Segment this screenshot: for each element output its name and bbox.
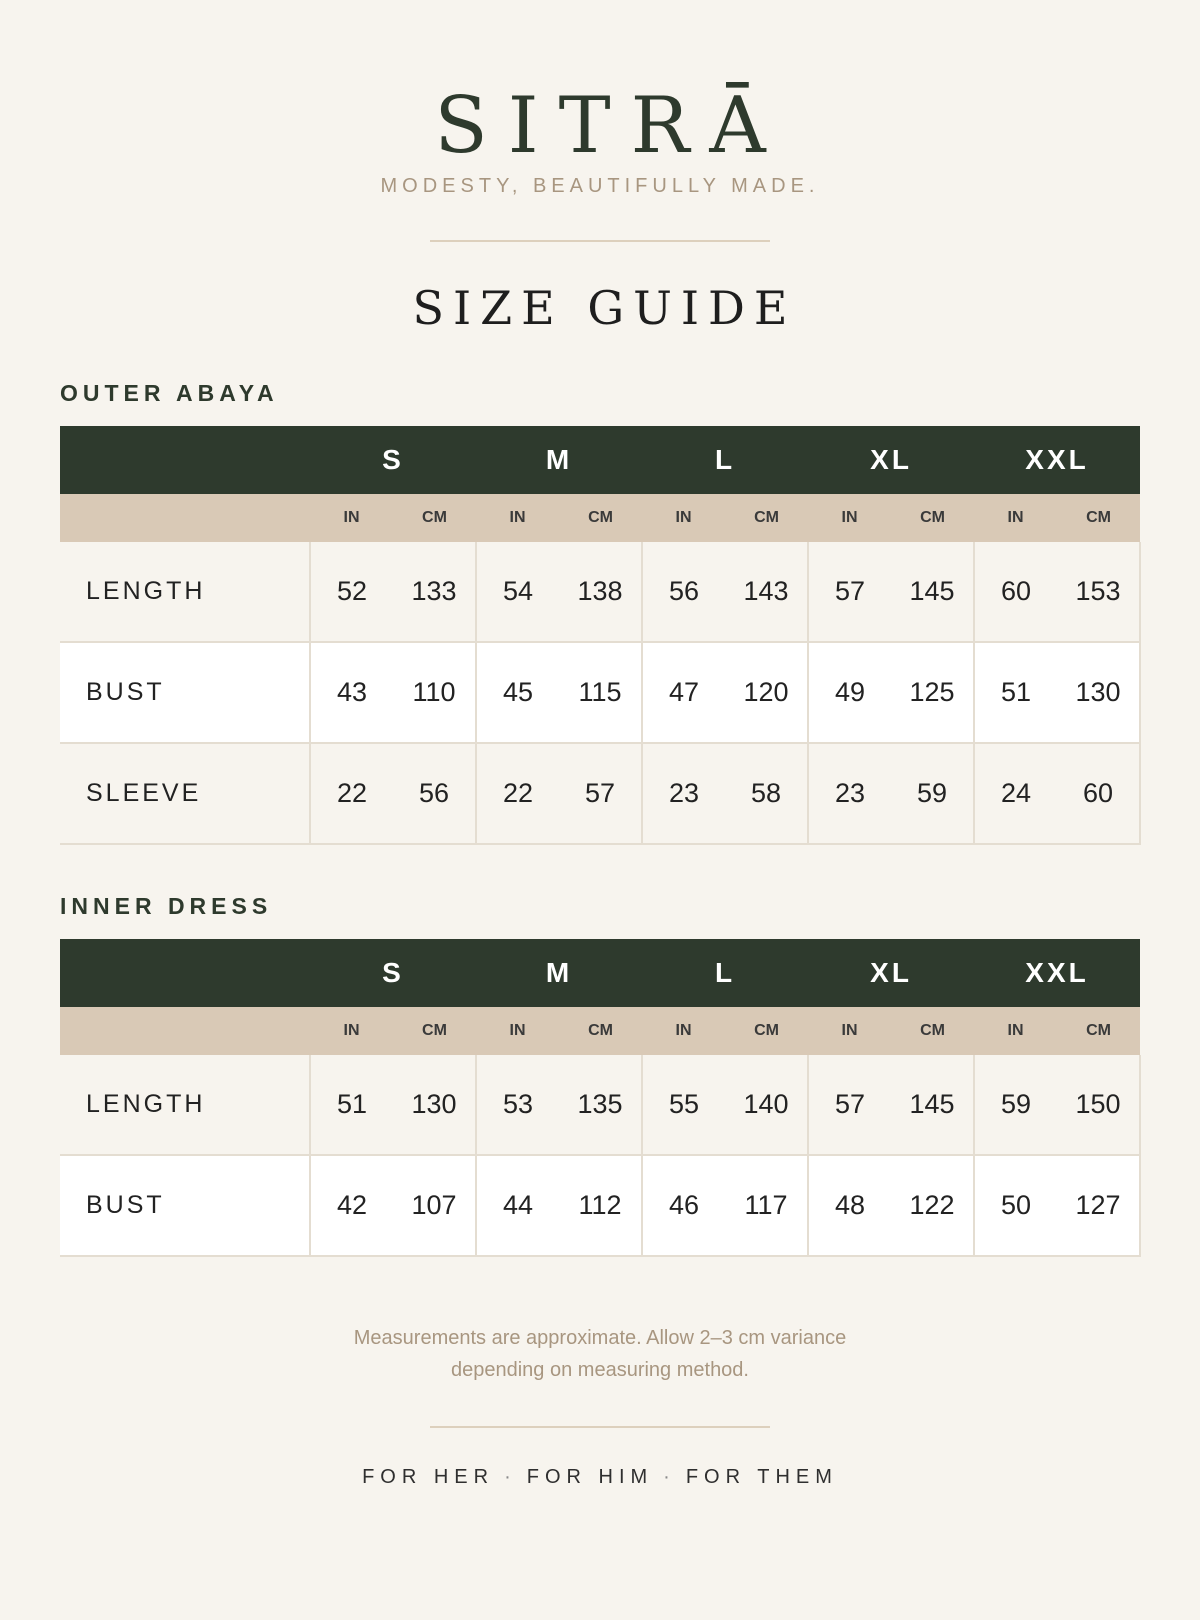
value-in: 54 xyxy=(476,542,559,642)
value-cm: 58 xyxy=(725,743,808,844)
value-in: 51 xyxy=(974,642,1057,743)
value-in: 22 xyxy=(310,743,393,844)
table-row xyxy=(60,1055,1140,1155)
size-header-s: S xyxy=(310,426,476,494)
unit-label-in: IN xyxy=(808,494,891,542)
value-in: 51 xyxy=(310,1055,393,1155)
value-cm: 56 xyxy=(393,743,476,844)
value-cm: 153 xyxy=(1057,542,1140,642)
size-header-xxl: XXL xyxy=(974,939,1140,1007)
unit-label-cm: CM xyxy=(725,1007,808,1055)
size-table-inner-dress xyxy=(60,939,1141,1257)
value-cm: 130 xyxy=(1057,642,1140,743)
unit-label-in: IN xyxy=(310,1007,393,1055)
measurement-footnote xyxy=(0,1322,1200,1386)
value-cm: 110 xyxy=(393,642,476,743)
section-title-inner-dress: INNER DRESS xyxy=(60,893,273,919)
value-in: 47 xyxy=(642,642,725,743)
value-in: 48 xyxy=(808,1155,891,1256)
unit-label-cm: CM xyxy=(891,1007,974,1055)
value-in: 57 xyxy=(808,1055,891,1155)
size-header-row xyxy=(60,426,1140,494)
value-in: 52 xyxy=(310,542,393,642)
footer-divider xyxy=(430,1426,770,1428)
measurement-label: SLEEVE xyxy=(60,743,310,844)
value-in: 57 xyxy=(808,542,891,642)
value-cm: 125 xyxy=(891,642,974,743)
size-header-l: L xyxy=(642,426,808,494)
footer-nav xyxy=(0,1464,1200,1490)
value-cm: 133 xyxy=(393,542,476,642)
size-header-s: S xyxy=(310,939,476,1007)
unit-label-in: IN xyxy=(642,494,725,542)
value-cm: 59 xyxy=(891,743,974,844)
value-in: 23 xyxy=(808,743,891,844)
unit-label-cm: CM xyxy=(393,1007,476,1055)
value-in: 60 xyxy=(974,542,1057,642)
size-table-outer-abaya xyxy=(60,426,1141,845)
unit-label-in: IN xyxy=(808,1007,891,1055)
footer-separator: · xyxy=(504,1466,517,1488)
section-title-outer-abaya: OUTER ABAYA xyxy=(60,380,279,406)
value-cm: 117 xyxy=(725,1155,808,1256)
measurement-label: LENGTH xyxy=(60,542,310,642)
value-in: 45 xyxy=(476,642,559,743)
footer-separator: · xyxy=(663,1466,676,1488)
value-in: 56 xyxy=(642,542,725,642)
unit-label-cm: CM xyxy=(891,494,974,542)
unit-label-cm: CM xyxy=(725,494,808,542)
value-cm: 127 xyxy=(1057,1155,1140,1256)
value-cm: 130 xyxy=(393,1055,476,1155)
size-header-row xyxy=(60,939,1140,1007)
size-header-xl: XL xyxy=(808,426,974,494)
footer-link-for-her[interactable]: FOR HER xyxy=(362,1466,495,1488)
size-header-xxl: XXL xyxy=(974,426,1140,494)
unit-label-cm: CM xyxy=(559,1007,642,1055)
size-header-m: M xyxy=(476,939,642,1007)
value-in: 42 xyxy=(310,1155,393,1256)
unit-label-cm: CM xyxy=(1057,494,1140,542)
value-cm: 145 xyxy=(891,542,974,642)
footer-link-for-them[interactable]: FOR THEM xyxy=(685,1466,838,1488)
value-in: 59 xyxy=(974,1055,1057,1155)
value-in: 50 xyxy=(974,1155,1057,1256)
value-cm: 140 xyxy=(725,1055,808,1155)
value-in: 53 xyxy=(476,1055,559,1155)
unit-label-in: IN xyxy=(642,1007,725,1055)
brand-tagline: MODESTY, BEAUTIFULLY MADE. xyxy=(380,175,820,197)
unit-label-cm: CM xyxy=(559,494,642,542)
page-title: SIZE GUIDE xyxy=(412,281,797,335)
unit-label-cm: CM xyxy=(1057,1007,1140,1055)
unit-label-cm: CM xyxy=(393,494,476,542)
value-cm: 145 xyxy=(891,1055,974,1155)
value-cm: 135 xyxy=(559,1055,642,1155)
brand-logo: SITRĀ xyxy=(434,81,786,171)
value-in: 55 xyxy=(642,1055,725,1155)
value-cm: 112 xyxy=(559,1155,642,1256)
unit-label-in: IN xyxy=(974,1007,1057,1055)
size-header-xl: XL xyxy=(808,939,974,1007)
unit-label-in: IN xyxy=(974,494,1057,542)
page-header xyxy=(0,0,1200,336)
value-in: 23 xyxy=(642,743,725,844)
value-cm: 60 xyxy=(1057,743,1140,844)
measurement-label: BUST xyxy=(60,1155,310,1256)
measurement-label: LENGTH xyxy=(60,1055,310,1155)
table-row xyxy=(60,542,1140,642)
value-in: 46 xyxy=(642,1155,725,1256)
value-in: 24 xyxy=(974,743,1057,844)
unit-label-in: IN xyxy=(476,1007,559,1055)
value-in: 44 xyxy=(476,1155,559,1256)
value-cm: 122 xyxy=(891,1155,974,1256)
unit-label-in: IN xyxy=(310,494,393,542)
unit-header-row xyxy=(60,494,1140,542)
unit-label-in: IN xyxy=(476,494,559,542)
value-cm: 107 xyxy=(393,1155,476,1256)
table-row xyxy=(60,1155,1140,1256)
value-cm: 57 xyxy=(559,743,642,844)
unit-corner-cell xyxy=(60,494,310,542)
header-divider xyxy=(430,240,770,242)
footnote-line-1: Measurements are approximate. Allow 2–3 cm variance xyxy=(353,1327,847,1349)
value-cm: 138 xyxy=(559,542,642,642)
value-cm: 143 xyxy=(725,542,808,642)
unit-corner-cell xyxy=(60,1007,310,1055)
measurement-label: BUST xyxy=(60,642,310,743)
table-row xyxy=(60,642,1140,743)
header-corner-cell xyxy=(60,939,310,1007)
header-corner-cell xyxy=(60,426,310,494)
footer-link-for-him[interactable]: FOR HIM xyxy=(526,1466,654,1488)
unit-header-row xyxy=(60,1007,1140,1055)
size-header-m: M xyxy=(476,426,642,494)
value-in: 43 xyxy=(310,642,393,743)
value-cm: 150 xyxy=(1057,1055,1140,1155)
value-cm: 120 xyxy=(725,642,808,743)
value-in: 49 xyxy=(808,642,891,743)
value-cm: 115 xyxy=(559,642,642,743)
footnote-line-2: depending on measuring method. xyxy=(451,1359,749,1381)
table-row xyxy=(60,743,1140,844)
size-header-l: L xyxy=(642,939,808,1007)
value-in: 22 xyxy=(476,743,559,844)
